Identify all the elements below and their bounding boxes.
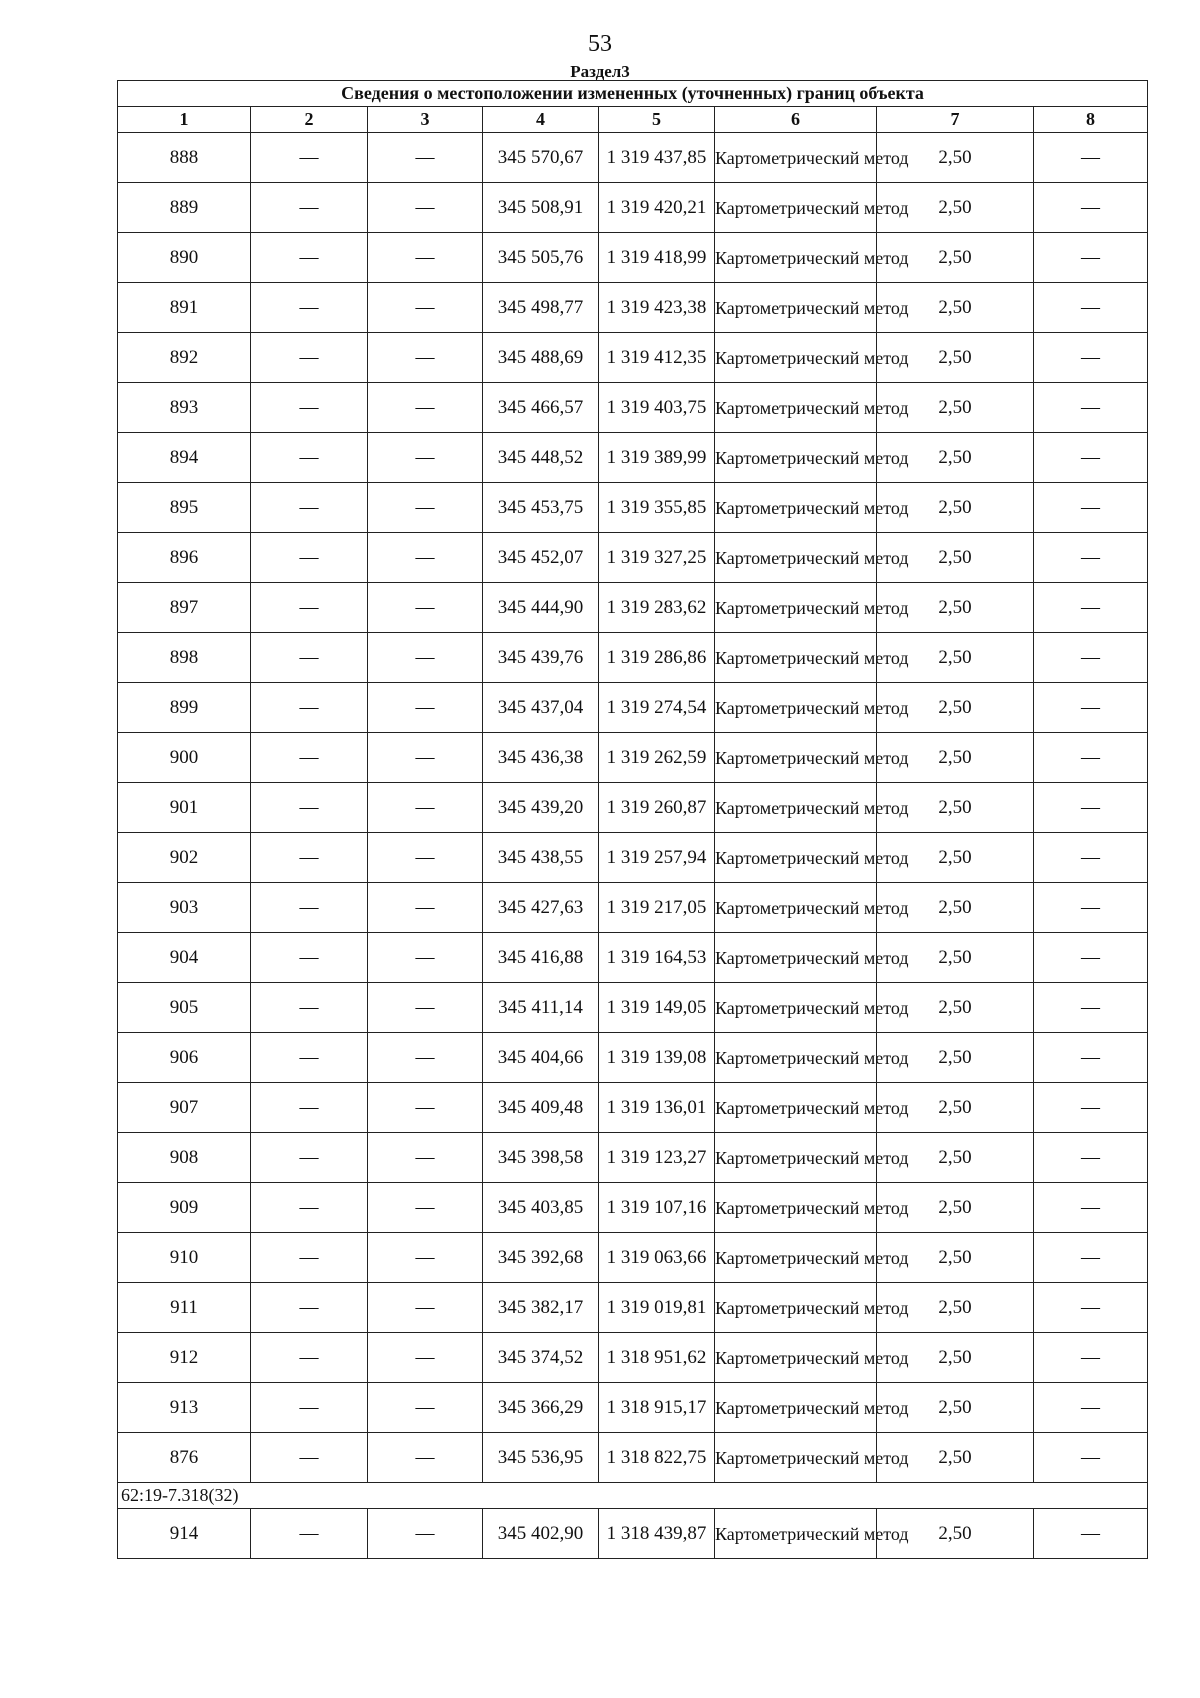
y-coordinate-cell: 1 319 274,54 bbox=[599, 683, 715, 733]
x-coordinate-cell: 345 437,04 bbox=[483, 683, 599, 733]
col2-value-cell: — bbox=[251, 1509, 368, 1559]
table-caption-row bbox=[118, 81, 1148, 107]
col3-value-cell: — bbox=[368, 733, 483, 783]
accuracy-cell: 2,50 bbox=[877, 333, 1034, 383]
y-coordinate-cell: 1 319 257,94 bbox=[599, 833, 715, 883]
col8-value-cell: — bbox=[1034, 733, 1148, 783]
col8-value-cell: — bbox=[1034, 183, 1148, 233]
method-cell: Картометрический метод bbox=[715, 983, 877, 1033]
table-row bbox=[118, 1083, 1148, 1133]
col3-value-cell: — bbox=[368, 383, 483, 433]
table-row bbox=[118, 333, 1148, 383]
col8-value-cell: — bbox=[1034, 483, 1148, 533]
accuracy-cell: 2,50 bbox=[877, 833, 1034, 883]
y-coordinate-cell: 1 319 149,05 bbox=[599, 983, 715, 1033]
point-number-cell: 894 bbox=[118, 433, 251, 483]
section-title: Раздел3 bbox=[570, 62, 630, 81]
accuracy-cell: 2,50 bbox=[877, 583, 1034, 633]
table-row bbox=[118, 1033, 1148, 1083]
point-number-cell: 904 bbox=[118, 933, 251, 983]
y-coordinate-cell: 1 319 139,08 bbox=[599, 1033, 715, 1083]
col2-value-cell: — bbox=[251, 283, 368, 333]
accuracy-cell: 2,50 bbox=[877, 683, 1034, 733]
method-cell: Картометрический метод bbox=[715, 1333, 877, 1383]
accuracy-cell: 2,50 bbox=[877, 1283, 1034, 1333]
y-coordinate-cell: 1 319 107,16 bbox=[599, 1183, 715, 1233]
accuracy-cell: 2,50 bbox=[877, 1083, 1034, 1133]
column-header-row bbox=[118, 107, 1148, 133]
column-header: 7 bbox=[877, 107, 1034, 133]
col3-value-cell: — bbox=[368, 533, 483, 583]
col8-value-cell: — bbox=[1034, 933, 1148, 983]
accuracy-cell: 2,50 bbox=[877, 883, 1034, 933]
page-number: 53 bbox=[588, 31, 612, 57]
col2-value-cell: — bbox=[251, 183, 368, 233]
table-row bbox=[118, 483, 1148, 533]
col8-value-cell: — bbox=[1034, 983, 1148, 1033]
table-row bbox=[118, 233, 1148, 283]
y-coordinate-cell: 1 319 327,25 bbox=[599, 533, 715, 583]
x-coordinate-cell: 345 448,52 bbox=[483, 433, 599, 483]
method-cell: Картометрический метод bbox=[715, 1183, 877, 1233]
point-number-cell: 913 bbox=[118, 1383, 251, 1433]
col8-value-cell: — bbox=[1034, 283, 1148, 333]
x-coordinate-cell: 345 436,38 bbox=[483, 733, 599, 783]
col3-value-cell: — bbox=[368, 633, 483, 683]
table-row bbox=[118, 283, 1148, 333]
subsection bbox=[118, 1483, 1148, 1509]
point-number-cell: 903 bbox=[118, 883, 251, 933]
col8-value-cell: — bbox=[1034, 1083, 1148, 1133]
point-number-cell: 907 bbox=[118, 1083, 251, 1133]
col8-value-cell: — bbox=[1034, 233, 1148, 283]
table-row bbox=[118, 1509, 1148, 1559]
x-coordinate-cell: 345 392,68 bbox=[483, 1233, 599, 1283]
accuracy-cell: 2,50 bbox=[877, 633, 1034, 683]
x-coordinate-cell: 345 536,95 bbox=[483, 1433, 599, 1483]
x-coordinate-cell: 345 453,75 bbox=[483, 483, 599, 533]
accuracy-cell: 2,50 bbox=[877, 1383, 1034, 1433]
col3-value-cell: — bbox=[368, 233, 483, 283]
method-cell: Картометрический метод bbox=[715, 133, 877, 183]
x-coordinate-cell: 345 427,63 bbox=[483, 883, 599, 933]
table-row bbox=[118, 1283, 1148, 1333]
accuracy-cell: 2,50 bbox=[877, 533, 1034, 583]
col3-value-cell: — bbox=[368, 1133, 483, 1183]
x-coordinate-cell: 345 411,14 bbox=[483, 983, 599, 1033]
col8-value-cell: — bbox=[1034, 1233, 1148, 1283]
y-coordinate-cell: 1 319 437,85 bbox=[599, 133, 715, 183]
col8-value-cell: — bbox=[1034, 633, 1148, 683]
accuracy-cell: 2,50 bbox=[877, 783, 1034, 833]
point-number-cell: 892 bbox=[118, 333, 251, 383]
y-coordinate-cell: 1 319 019,81 bbox=[599, 1283, 715, 1333]
x-coordinate-cell: 345 439,20 bbox=[483, 783, 599, 833]
y-coordinate-cell: 1 319 418,99 bbox=[599, 233, 715, 283]
col2-value-cell: — bbox=[251, 1183, 368, 1233]
method-cell: Картометрический метод bbox=[715, 1233, 877, 1283]
col3-value-cell: — bbox=[368, 183, 483, 233]
col3-value-cell: — bbox=[368, 783, 483, 833]
col2-value-cell: — bbox=[251, 1033, 368, 1083]
method-cell: Картометрический метод bbox=[715, 733, 877, 783]
point-number-cell: 906 bbox=[118, 1033, 251, 1083]
table-row bbox=[118, 1133, 1148, 1183]
table-row bbox=[118, 1233, 1148, 1283]
col3-value-cell: — bbox=[368, 583, 483, 633]
method-cell: Картометрический метод bbox=[715, 1083, 877, 1133]
accuracy-cell: 2,50 bbox=[877, 433, 1034, 483]
col8-value-cell: — bbox=[1034, 1433, 1148, 1483]
y-coordinate-cell: 1 319 260,87 bbox=[599, 783, 715, 833]
point-number-cell: 898 bbox=[118, 633, 251, 683]
column-header: 8 bbox=[1034, 107, 1148, 133]
col2-value-cell: — bbox=[251, 133, 368, 183]
method-cell: Картометрический метод bbox=[715, 1283, 877, 1333]
col2-value-cell: — bbox=[251, 1133, 368, 1183]
accuracy-cell: 2,50 bbox=[877, 283, 1034, 333]
table-row bbox=[118, 1333, 1148, 1383]
method-cell: Картометрический метод bbox=[715, 1383, 877, 1433]
y-coordinate-cell: 1 319 217,05 bbox=[599, 883, 715, 933]
col3-value-cell: — bbox=[368, 1233, 483, 1283]
y-coordinate-cell: 1 319 420,21 bbox=[599, 183, 715, 233]
method-cell: Картометрический метод bbox=[715, 1133, 877, 1183]
point-number-cell: 912 bbox=[118, 1333, 251, 1383]
col8-value-cell: — bbox=[1034, 1283, 1148, 1333]
col8-value-cell: — bbox=[1034, 1509, 1148, 1559]
col2-value-cell: — bbox=[251, 733, 368, 783]
col8-value-cell: — bbox=[1034, 1033, 1148, 1083]
column-header: 3 bbox=[368, 107, 483, 133]
col2-value-cell: — bbox=[251, 1433, 368, 1483]
col3-value-cell: — bbox=[368, 1083, 483, 1133]
y-coordinate-cell: 1 318 951,62 bbox=[599, 1333, 715, 1383]
table-row bbox=[118, 183, 1148, 233]
col3-value-cell: — bbox=[368, 1433, 483, 1483]
point-number-cell: 889 bbox=[118, 183, 251, 233]
x-coordinate-cell: 345 444,90 bbox=[483, 583, 599, 633]
col8-value-cell: — bbox=[1034, 1183, 1148, 1233]
method-cell: Картометрический метод bbox=[715, 433, 877, 483]
column-header: 4 bbox=[483, 107, 599, 133]
x-coordinate-cell: 345 398,58 bbox=[483, 1133, 599, 1183]
point-number-cell: 895 bbox=[118, 483, 251, 533]
col2-value-cell: — bbox=[251, 933, 368, 983]
method-cell: Картометрический метод bbox=[715, 683, 877, 733]
accuracy-cell: 2,50 bbox=[877, 1033, 1034, 1083]
method-cell: Картометрический метод bbox=[715, 183, 877, 233]
x-coordinate-cell: 345 439,76 bbox=[483, 633, 599, 683]
col2-value-cell: — bbox=[251, 433, 368, 483]
table-row bbox=[118, 1433, 1148, 1483]
col3-value-cell: — bbox=[368, 933, 483, 983]
col3-value-cell: — bbox=[368, 683, 483, 733]
col8-value-cell: — bbox=[1034, 583, 1148, 633]
point-number-cell: 902 bbox=[118, 833, 251, 883]
method-cell: Картометрический метод bbox=[715, 383, 877, 433]
y-coordinate-cell: 1 319 262,59 bbox=[599, 733, 715, 783]
col2-value-cell: — bbox=[251, 833, 368, 883]
y-coordinate-cell: 1 319 423,38 bbox=[599, 283, 715, 333]
y-coordinate-cell: 1 319 412,35 bbox=[599, 333, 715, 383]
col3-value-cell: — bbox=[368, 133, 483, 183]
col2-value-cell: — bbox=[251, 533, 368, 583]
point-number-cell: 888 bbox=[118, 133, 251, 183]
accuracy-cell: 2,50 bbox=[877, 1333, 1034, 1383]
accuracy-cell: 2,50 bbox=[877, 1509, 1034, 1559]
column-header: 2 bbox=[251, 107, 368, 133]
col2-value-cell: — bbox=[251, 583, 368, 633]
x-coordinate-cell: 345 416,88 bbox=[483, 933, 599, 983]
y-coordinate-cell: 1 319 063,66 bbox=[599, 1233, 715, 1283]
x-coordinate-cell: 345 505,76 bbox=[483, 233, 599, 283]
x-coordinate-cell: 345 403,85 bbox=[483, 1183, 599, 1233]
method-cell: Картометрический метод bbox=[715, 833, 877, 883]
table-body-continued bbox=[118, 1509, 1148, 1559]
accuracy-cell: 2,50 bbox=[877, 1183, 1034, 1233]
method-cell: Картометрический метод bbox=[715, 633, 877, 683]
x-coordinate-cell: 345 382,17 bbox=[483, 1283, 599, 1333]
method-cell: Картометрический метод bbox=[715, 1033, 877, 1083]
table-row bbox=[118, 833, 1148, 883]
col2-value-cell: — bbox=[251, 233, 368, 283]
point-number-cell: 890 bbox=[118, 233, 251, 283]
col8-value-cell: — bbox=[1034, 383, 1148, 433]
table-caption: Сведения о местоположении измененных (уточненных) границ объекта bbox=[118, 81, 1148, 107]
point-number-cell: 900 bbox=[118, 733, 251, 783]
point-number-cell: 901 bbox=[118, 783, 251, 833]
x-coordinate-cell: 345 374,52 bbox=[483, 1333, 599, 1383]
point-number-cell: 911 bbox=[118, 1283, 251, 1333]
point-number-cell: 910 bbox=[118, 1233, 251, 1283]
col8-value-cell: — bbox=[1034, 1133, 1148, 1183]
col8-value-cell: — bbox=[1034, 783, 1148, 833]
accuracy-cell: 2,50 bbox=[877, 233, 1034, 283]
col8-value-cell: — bbox=[1034, 683, 1148, 733]
x-coordinate-cell: 345 508,91 bbox=[483, 183, 599, 233]
column-header: 1 bbox=[118, 107, 251, 133]
point-number-cell: 909 bbox=[118, 1183, 251, 1233]
point-number-cell: 893 bbox=[118, 383, 251, 433]
col8-value-cell: — bbox=[1034, 883, 1148, 933]
column-header: 6 bbox=[715, 107, 877, 133]
table-row bbox=[118, 1183, 1148, 1233]
accuracy-cell: 2,50 bbox=[877, 383, 1034, 433]
col8-value-cell: — bbox=[1034, 1333, 1148, 1383]
x-coordinate-cell: 345 438,55 bbox=[483, 833, 599, 883]
col3-value-cell: — bbox=[368, 1183, 483, 1233]
col3-value-cell: — bbox=[368, 433, 483, 483]
x-coordinate-cell: 345 452,07 bbox=[483, 533, 599, 583]
table-row bbox=[118, 533, 1148, 583]
col3-value-cell: — bbox=[368, 983, 483, 1033]
point-number-cell: 891 bbox=[118, 283, 251, 333]
method-cell: Картометрический метод bbox=[715, 933, 877, 983]
col3-value-cell: — bbox=[368, 283, 483, 333]
y-coordinate-cell: 1 319 355,85 bbox=[599, 483, 715, 533]
col2-value-cell: — bbox=[251, 883, 368, 933]
col3-value-cell: — bbox=[368, 1283, 483, 1333]
method-cell: Картометрический метод bbox=[715, 883, 877, 933]
col3-value-cell: — bbox=[368, 333, 483, 383]
table-row bbox=[118, 633, 1148, 683]
col8-value-cell: — bbox=[1034, 133, 1148, 183]
accuracy-cell: 2,50 bbox=[877, 1233, 1034, 1283]
col8-value-cell: — bbox=[1034, 433, 1148, 483]
col2-value-cell: — bbox=[251, 1283, 368, 1333]
subsection-header-row bbox=[118, 1483, 1148, 1509]
col2-value-cell: — bbox=[251, 1333, 368, 1383]
y-coordinate-cell: 1 318 439,87 bbox=[599, 1509, 715, 1559]
table-row bbox=[118, 1383, 1148, 1433]
col2-value-cell: — bbox=[251, 633, 368, 683]
x-coordinate-cell: 345 466,57 bbox=[483, 383, 599, 433]
x-coordinate-cell: 345 404,66 bbox=[483, 1033, 599, 1083]
accuracy-cell: 2,50 bbox=[877, 733, 1034, 783]
col3-value-cell: — bbox=[368, 483, 483, 533]
y-coordinate-cell: 1 319 136,01 bbox=[599, 1083, 715, 1133]
y-coordinate-cell: 1 319 286,86 bbox=[599, 633, 715, 683]
method-cell: Картометрический метод bbox=[715, 233, 877, 283]
y-coordinate-cell: 1 319 389,99 bbox=[599, 433, 715, 483]
col2-value-cell: — bbox=[251, 683, 368, 733]
col2-value-cell: — bbox=[251, 333, 368, 383]
x-coordinate-cell: 345 498,77 bbox=[483, 283, 599, 333]
subsection-label: 62:19-7.318(32) bbox=[118, 1483, 1148, 1509]
table-row bbox=[118, 733, 1148, 783]
method-cell: Картометрический метод bbox=[715, 1433, 877, 1483]
x-coordinate-cell: 345 409,48 bbox=[483, 1083, 599, 1133]
col2-value-cell: — bbox=[251, 483, 368, 533]
col2-value-cell: — bbox=[251, 1383, 368, 1433]
accuracy-cell: 2,50 bbox=[877, 983, 1034, 1033]
method-cell: Картометрический метод bbox=[715, 533, 877, 583]
method-cell: Картометрический метод bbox=[715, 1509, 877, 1559]
x-coordinate-cell: 345 402,90 bbox=[483, 1509, 599, 1559]
point-number-cell: 876 bbox=[118, 1433, 251, 1483]
accuracy-cell: 2,50 bbox=[877, 483, 1034, 533]
x-coordinate-cell: 345 570,67 bbox=[483, 133, 599, 183]
table-row bbox=[118, 983, 1148, 1033]
y-coordinate-cell: 1 319 123,27 bbox=[599, 1133, 715, 1183]
column-header: 5 bbox=[599, 107, 715, 133]
table-row bbox=[118, 433, 1148, 483]
method-cell: Картометрический метод bbox=[715, 783, 877, 833]
point-number-cell: 914 bbox=[118, 1509, 251, 1559]
accuracy-cell: 2,50 bbox=[877, 933, 1034, 983]
method-cell: Картометрический метод bbox=[715, 583, 877, 633]
col2-value-cell: — bbox=[251, 983, 368, 1033]
accuracy-cell: 2,50 bbox=[877, 183, 1034, 233]
table-row bbox=[118, 933, 1148, 983]
x-coordinate-cell: 345 488,69 bbox=[483, 333, 599, 383]
point-number-cell: 908 bbox=[118, 1133, 251, 1183]
col3-value-cell: — bbox=[368, 883, 483, 933]
col3-value-cell: — bbox=[368, 1383, 483, 1433]
x-coordinate-cell: 345 366,29 bbox=[483, 1383, 599, 1433]
point-number-cell: 899 bbox=[118, 683, 251, 733]
col2-value-cell: — bbox=[251, 1083, 368, 1133]
point-number-cell: 896 bbox=[118, 533, 251, 583]
table-row bbox=[118, 133, 1148, 183]
col8-value-cell: — bbox=[1034, 333, 1148, 383]
method-cell: Картометрический метод bbox=[715, 333, 877, 383]
y-coordinate-cell: 1 319 164,53 bbox=[599, 933, 715, 983]
method-cell: Картометрический метод bbox=[715, 283, 877, 333]
method-cell: Картометрический метод bbox=[715, 483, 877, 533]
point-number-cell: 897 bbox=[118, 583, 251, 633]
y-coordinate-cell: 1 318 822,75 bbox=[599, 1433, 715, 1483]
col8-value-cell: — bbox=[1034, 833, 1148, 883]
table-row bbox=[118, 583, 1148, 633]
boundary-points-table bbox=[117, 80, 1148, 1559]
table-row bbox=[118, 783, 1148, 833]
table-row bbox=[118, 683, 1148, 733]
y-coordinate-cell: 1 318 915,17 bbox=[599, 1383, 715, 1433]
col3-value-cell: — bbox=[368, 1333, 483, 1383]
col2-value-cell: — bbox=[251, 1233, 368, 1283]
accuracy-cell: 2,50 bbox=[877, 133, 1034, 183]
col8-value-cell: — bbox=[1034, 1383, 1148, 1433]
table-row bbox=[118, 383, 1148, 433]
y-coordinate-cell: 1 319 403,75 bbox=[599, 383, 715, 433]
col2-value-cell: — bbox=[251, 383, 368, 433]
point-number-cell: 905 bbox=[118, 983, 251, 1033]
col3-value-cell: — bbox=[368, 833, 483, 883]
accuracy-cell: 2,50 bbox=[877, 1133, 1034, 1183]
col2-value-cell: — bbox=[251, 783, 368, 833]
table-body bbox=[118, 133, 1148, 1483]
accuracy-cell: 2,50 bbox=[877, 1433, 1034, 1483]
col3-value-cell: — bbox=[368, 1509, 483, 1559]
table-row bbox=[118, 883, 1148, 933]
col3-value-cell: — bbox=[368, 1033, 483, 1083]
col8-value-cell: — bbox=[1034, 533, 1148, 583]
y-coordinate-cell: 1 319 283,62 bbox=[599, 583, 715, 633]
